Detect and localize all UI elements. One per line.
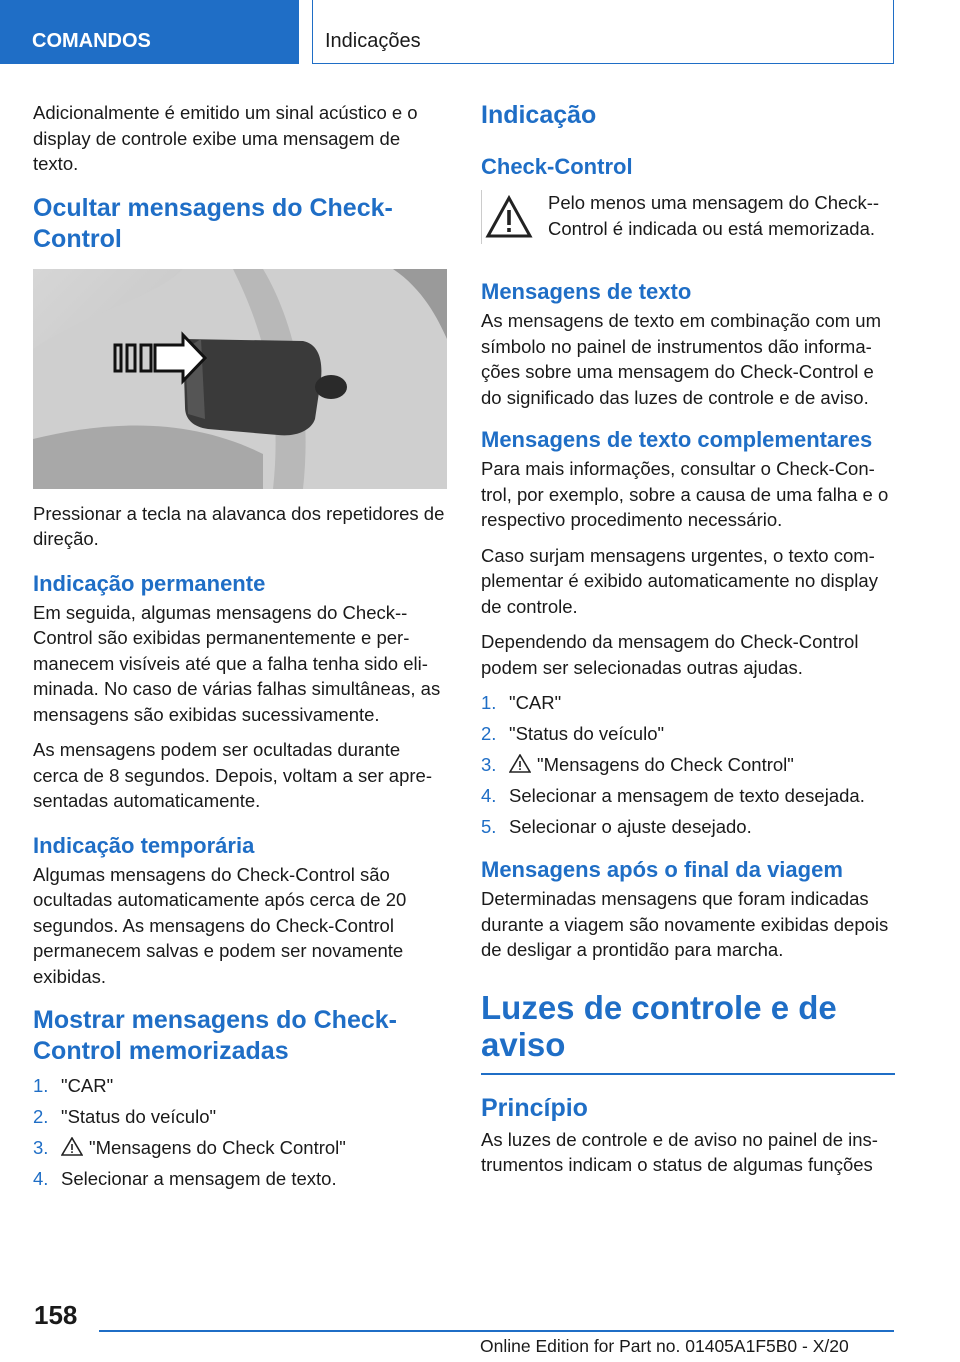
after-trip-paragraph: Determinadas mensagens que foram indicadas durante a viagem são novamente exibidas depois de desligar a prontidão para marcha. — [481, 888, 889, 960]
heading-check-control: Check-Control — [481, 154, 633, 179]
steps-list-left — [33, 1073, 447, 1192]
heading-temporary: Indicação temporária — [33, 832, 255, 858]
footer-edition: Online Edition for Part no. 01405A1F5B0 - X/20 — [480, 1336, 849, 1356]
turn-signal-lever-photo — [33, 269, 447, 489]
list-item: 4. Selecionar a mensagem de texto desejada. — [481, 785, 865, 806]
list-item: 2. "Status do veículo" — [33, 1106, 217, 1127]
list-item: 3. "Mensagens do Check Control" — [481, 754, 794, 775]
list-item: 3. "Mensagens do Check Control" — [33, 1137, 346, 1158]
chapter-title: Indicações — [312, 0, 894, 64]
footer-divider — [99, 1330, 894, 1332]
heading-principle: Princípio — [481, 1093, 588, 1122]
check-control-warning-icon — [481, 190, 536, 244]
intro-paragraph: Adicionalmente é emitido um sinal acústico e o display de controle exibe uma mensagem de texto. — [33, 102, 418, 174]
permanent-paragraph-1: Em seguida, algumas mensagens do Check--Control são exibidas permanentemente e per-manecem visíveis até que a falha tenha sido eli-minada. No caso de várias falhas simultâneas, as mensagens são exibidas sucessivamente. — [33, 601, 441, 725]
left-column — [33, 100, 447, 1202]
heading-after-trip: Mensagens após o final da viagem — [481, 857, 843, 882]
check-control-text: Pelo menos uma mensagem do Check--Control é indicada ou está memorizada. — [548, 192, 880, 239]
lever-illustration — [33, 269, 447, 489]
photo-caption: Pressionar a tecla na alavanca dos repetidores de direção. — [33, 502, 445, 549]
section-divider — [481, 1073, 895, 1075]
supplementary-paragraph-2: Caso surjam mensagens urgentes, o texto com-plementar é exibido automaticamente no display de controle. — [481, 544, 878, 617]
warning-triangle-icon — [509, 754, 531, 773]
permanent-paragraph-2: As mensagens podem ser ocultadas durante cerca de 8 segundos. Depois, voltam a ser apre-sentadas automaticamente. — [33, 739, 432, 811]
list-item: 4. Selecionar a mensagem de texto. — [33, 1168, 337, 1189]
temporary-paragraph: Algumas mensagens do Check-Control são ocultadas automaticamente após cerca de 20 segundos. As mensagens do Check-Control permanecem salvas e podem ser novamente exibidas. — [33, 863, 407, 987]
heading-indication: Indicação — [481, 101, 597, 129]
supplementary-paragraph-1: Para mais informações, consultar o Check-Con-trol, por exemplo, sobre a causa de uma falha e o respectivo procedimento necessário. — [481, 458, 889, 530]
heading-permanent: Indicação permanente — [33, 570, 266, 596]
list-item: 1. "CAR" — [481, 692, 562, 713]
heading-supplementary: Mensagens de texto complementares — [481, 427, 873, 452]
section-label: COMANDOS — [0, 0, 299, 64]
supplementary-paragraph-3: Dependendo da mensagem do Check-Control podem ser selecionadas outras ajudas. — [481, 631, 859, 678]
heading-text-messages: Mensagens de texto — [481, 279, 692, 304]
list-item: 5. Selecionar o ajuste desejado. — [481, 816, 752, 837]
heading-hide-messages: Ocultar mensagens do Check-Control — [33, 193, 393, 253]
heading-warning-lights: Luzes de controle e de aviso — [481, 988, 837, 1063]
steps-list-right — [481, 690, 897, 840]
principle-paragraph: As luzes de controle e de aviso no painel de ins-trumentos indicam o status de algumas funções — [481, 1128, 878, 1175]
list-item: 1. "CAR" — [33, 1075, 114, 1096]
warning-triangle-icon — [61, 1137, 83, 1156]
check-control-block — [481, 190, 897, 268]
text-messages-paragraph: As mensagens de texto em combinação com um símbolo no painel de instrumentos dão informa-ções sobre uma mensagem do Check-Control e do significado das luzes de controle e de aviso. — [481, 310, 881, 408]
list-item: 2. "Status do veículo" — [481, 723, 665, 744]
heading-show-stored: Mostrar mensagens do Check-Control memorizadas — [33, 1006, 397, 1065]
right-column — [481, 100, 897, 1188]
page-number: 158 — [34, 1300, 78, 1330]
page-header — [0, 0, 960, 66]
